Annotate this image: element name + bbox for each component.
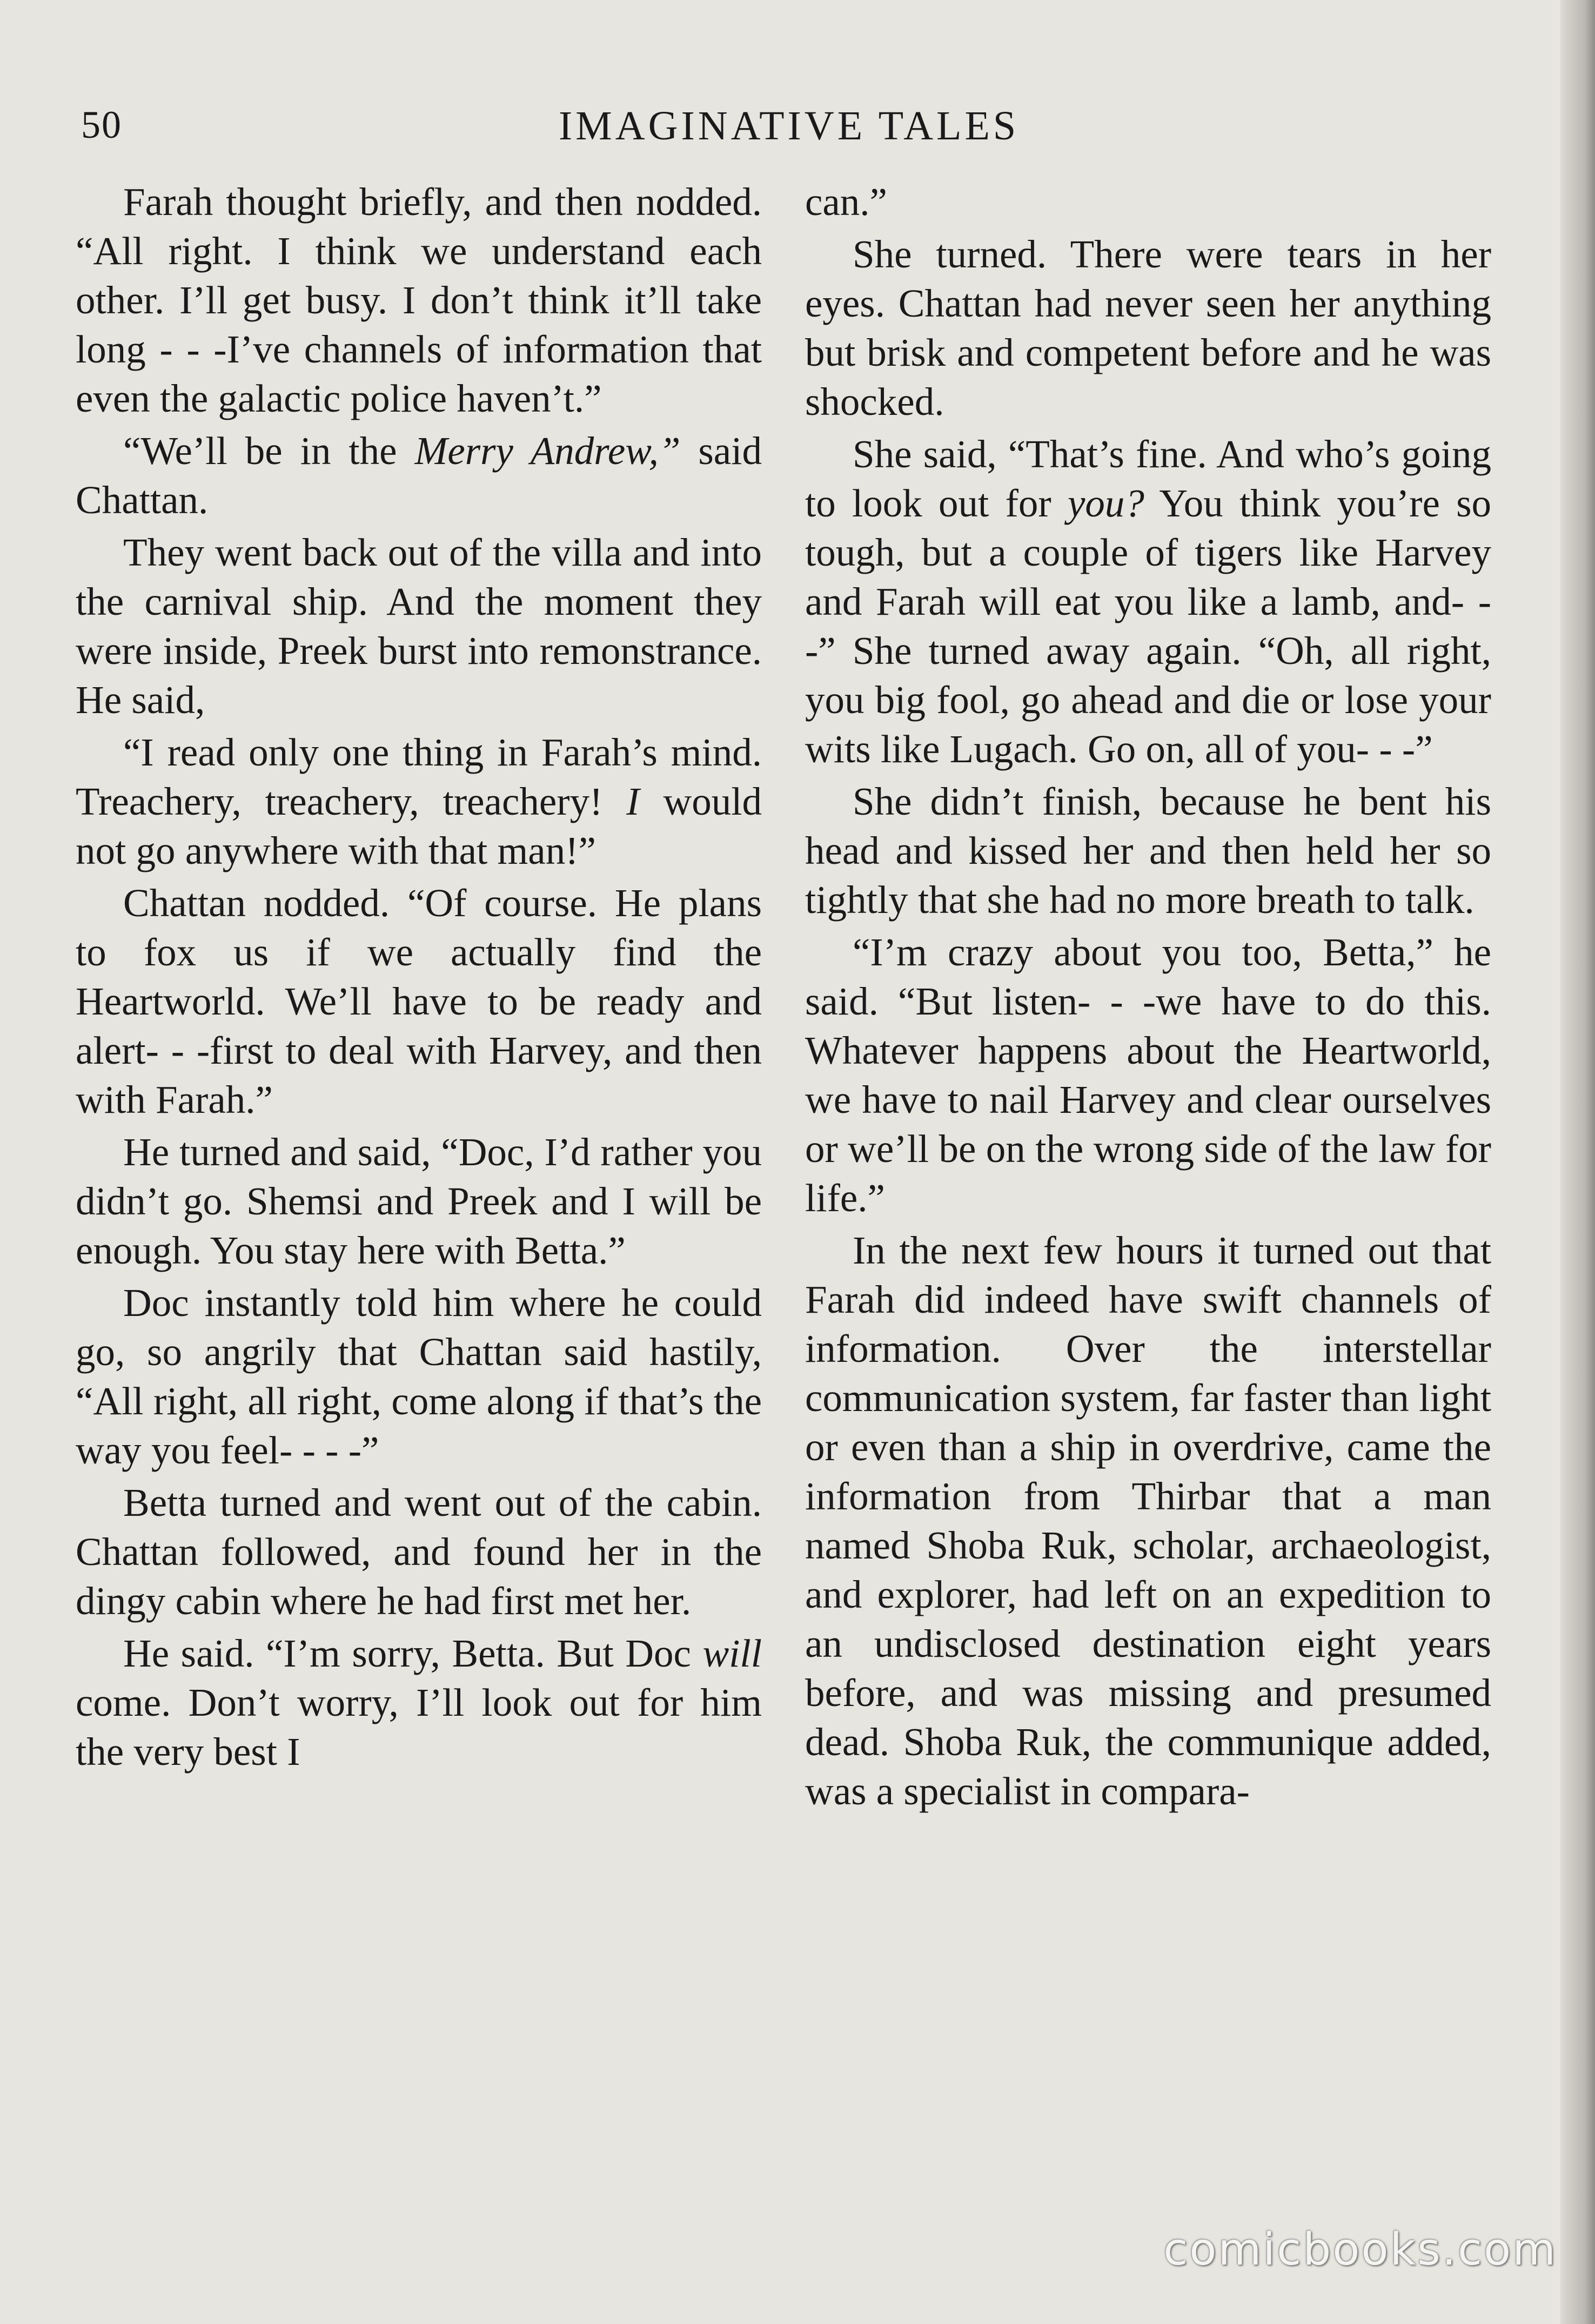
paragraph: Farah thought briefly, and then nodded. “All right. I think we understand each other. I’ll get busy. I don’t think it’ll take long - - -I’ve channels of information that even the galactic police haven’t.” [76,180,762,420]
text-run: would not go anywhere with that man!” [76,780,762,872]
italic-run: you? [1067,481,1144,525]
paragraph: They went back out of the villa and into the carnival ship. And the moment they were inside, Preek burst into remonstrance. He said, [76,530,762,722]
text-run: She said, “That’s fine. And who’s going to look out for [805,432,1491,525]
page-number: 50 [81,103,122,146]
text-run: said Chattan. [76,429,762,522]
paragraph: She turned. There were tears in her eyes. Chattan had never seen her anything but brisk and competent before and he was shocked. [805,232,1491,424]
text-run: “We’ll be in the [123,429,415,473]
page-header [81,103,1497,162]
paragraph: She didn’t finish, because he bent his head and kissed her and then held her so tightly that she had no more breath to talk. [805,780,1491,922]
text-run: You think you’re so tough, but a couple of tigers like Harvey and Farah will eat you like a lamb, and- - -” She turned away again. “Oh, all right, you big fool, go ahead and die or lose your wits like Lugach. Go on, all of you- - -” [805,481,1491,771]
paragraph [76,426,762,525]
paragraph: Doc instantly told him where he could go, so angrily that Chattan said hastily, “All right, all right, come along if that’s the way you feel- - - -” [76,1281,762,1472]
watermark-logo: comicbooks.com [1163,2224,1557,2275]
paragraph: “I’m crazy about you too, Betta,” he said. “But listen- - -we have to do this. Whatever happens about the Heartworld, we have to nail Harvey and clear ourselves or we’ll be on the wrong side of the law for life.” [805,930,1491,1220]
italic-run: Merry Andrew,” [414,429,681,473]
paragraph: Chattan nodded. “Of course. He plans to fox us if we actually find the Heartworld. We’ll have to be ready and alert- - -first to deal with Harvey, and then with Farah.” [76,881,762,1121]
text-run: He said. “I’m sorry, Betta. But Doc [123,1631,703,1675]
paragraph: In the next few hours it turned out that Farah did indeed have swift channels of information. Over the interstellar communication system, far faster than light or even than a ship in overdrive, came the information from Thirbar that a man named Shoba Ruk, scholar, archaeologist, and explorer, had left on an expedition to an undisclosed destination eight years before, and was missing and presumed dead. Shoba Ruk, the communique added, was a specialist in compara- [805,1228,1491,1813]
running-title: IMAGINATIVE TALES [558,103,1020,149]
text-run: come. Don’t worry, I’ll look out for him the very best I [76,1681,762,1774]
paragraph: Betta turned and went out of the cabin. Chattan followed, and found her in the dingy cabin where he had first met her. [76,1481,762,1623]
paragraph: can.” [805,180,887,224]
right-text-column [805,177,1491,1819]
page-edge-shadow [1560,0,1595,2324]
left-text-column [76,177,762,1779]
paragraph [76,728,762,875]
text-run: “I read only one thing in Farah’s mind. Treachery, treachery, treachery! [76,730,762,823]
paragraph [805,429,1491,774]
paragraph: He turned and said, “Doc, I’d rather you didn’t go. Shemsi and Preek and I will be enough. You stay here with Betta.” [76,1130,762,1272]
italic-run: I [626,780,640,823]
paragraph [76,1629,762,1776]
italic-run: will [702,1631,762,1675]
